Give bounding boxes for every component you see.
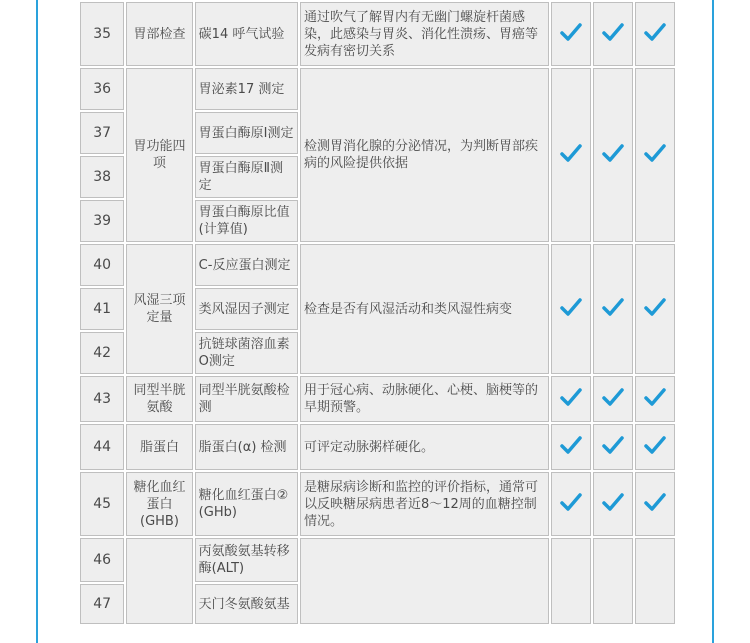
check-icon [644,23,666,41]
item-cell: 糖化血红蛋白② (GHb) [195,472,298,536]
package-1-cell [551,2,591,66]
table-row [80,244,675,286]
row-number: 45 [80,472,124,536]
row-number: 47 [80,584,124,624]
category-cell: 胃部检查 [126,2,192,66]
check-icon [560,388,582,406]
item-cell: 天门冬氨酸氨基 [195,584,298,624]
category-cell [126,538,192,624]
row-number: 41 [80,288,124,330]
description-cell: 通过吹气了解胃内有无幽门螺旋杆菌感染，此感染与胃炎、消化性溃疡、胃癌等发病有密切关系 [300,2,549,66]
check-icon [560,493,582,511]
item-cell: 抗链球菌溶血素O测定 [195,332,298,374]
row-number: 43 [80,376,124,422]
package-2-cell [593,424,633,470]
item-cell: 类风湿因子测定 [195,288,298,330]
check-icon [560,436,582,454]
category-cell: 胃功能四项 [126,68,192,242]
package-1-cell [551,376,591,422]
description-cell: 检测胃消化腺的分泌情况，为判断胃部疾病的风险提供依据 [300,68,549,242]
row-number: 46 [80,538,124,582]
check-icon [644,388,666,406]
description-cell [300,538,549,624]
package-2-cell [593,538,633,624]
package-2-cell [593,376,633,422]
check-icon [560,298,582,316]
package-1-cell [551,538,591,624]
description-cell: 是糖尿病诊断和监控的评价指标，通常可以反映糖尿病患者近8～12周的血糖控制情况。 [300,472,549,536]
table-row [80,472,675,536]
item-cell: 胃蛋白酶原Ⅱ测定 [195,156,298,198]
check-icon [644,144,666,162]
row-number: 38 [80,156,124,198]
item-cell: 丙氨酸氨基转移酶(ALT) [195,538,298,582]
row-number: 35 [80,2,124,66]
package-3-cell [635,68,675,242]
table-row [80,424,675,470]
row-number: 36 [80,68,124,110]
check-icon [602,436,624,454]
description-cell: 可评定动脉粥样硬化。 [300,424,549,470]
description-cell: 检查是否有风湿活动和类风湿性病变 [300,244,549,374]
left-border-line [36,0,38,643]
package-1-cell [551,68,591,242]
package-2-cell [593,244,633,374]
package-3-cell [635,472,675,536]
check-icon [644,493,666,511]
category-cell: 同型半胱氨酸 [126,376,192,422]
package-1-cell [551,424,591,470]
item-cell: 脂蛋白(α) 检测 [195,424,298,470]
category-cell: 脂蛋白 [126,424,192,470]
row-number: 37 [80,112,124,154]
check-icon [602,388,624,406]
package-2-cell [593,2,633,66]
item-cell: C-反应蛋白测定 [195,244,298,286]
check-icon [560,144,582,162]
check-icon [602,493,624,511]
check-icon [644,436,666,454]
item-cell: 同型半胱氨酸检测 [195,376,298,422]
check-icon [602,144,624,162]
table-row [80,68,675,110]
package-3-cell [635,2,675,66]
package-3-cell [635,244,675,374]
package-3-cell [635,376,675,422]
package-3-cell [635,424,675,470]
table-row [80,2,675,66]
package-2-cell [593,68,633,242]
row-number: 40 [80,244,124,286]
description-cell: 用于冠心病、动脉硬化、心梗、脑梗等的早期预警。 [300,376,549,422]
item-cell: 碳14 呼气试验 [195,2,298,66]
category-cell: 糖化血红蛋白(GHB) [126,472,192,536]
row-number: 42 [80,332,124,374]
row-number: 39 [80,200,124,242]
right-border-line [712,0,714,643]
table-row [80,376,675,422]
category-cell: 风湿三项定量 [126,244,192,374]
check-icon [602,298,624,316]
exam-items-table [78,0,677,626]
check-icon [602,23,624,41]
check-icon [560,23,582,41]
package-1-cell [551,244,591,374]
item-cell: 胃蛋白酶原Ⅰ测定 [195,112,298,154]
check-icon [644,298,666,316]
item-cell: 胃泌素17 测定 [195,68,298,110]
row-number: 44 [80,424,124,470]
item-cell: 胃蛋白酶原比值(计算值) [195,200,298,242]
package-2-cell [593,472,633,536]
table-row [80,538,675,582]
package-3-cell [635,538,675,624]
package-1-cell [551,472,591,536]
